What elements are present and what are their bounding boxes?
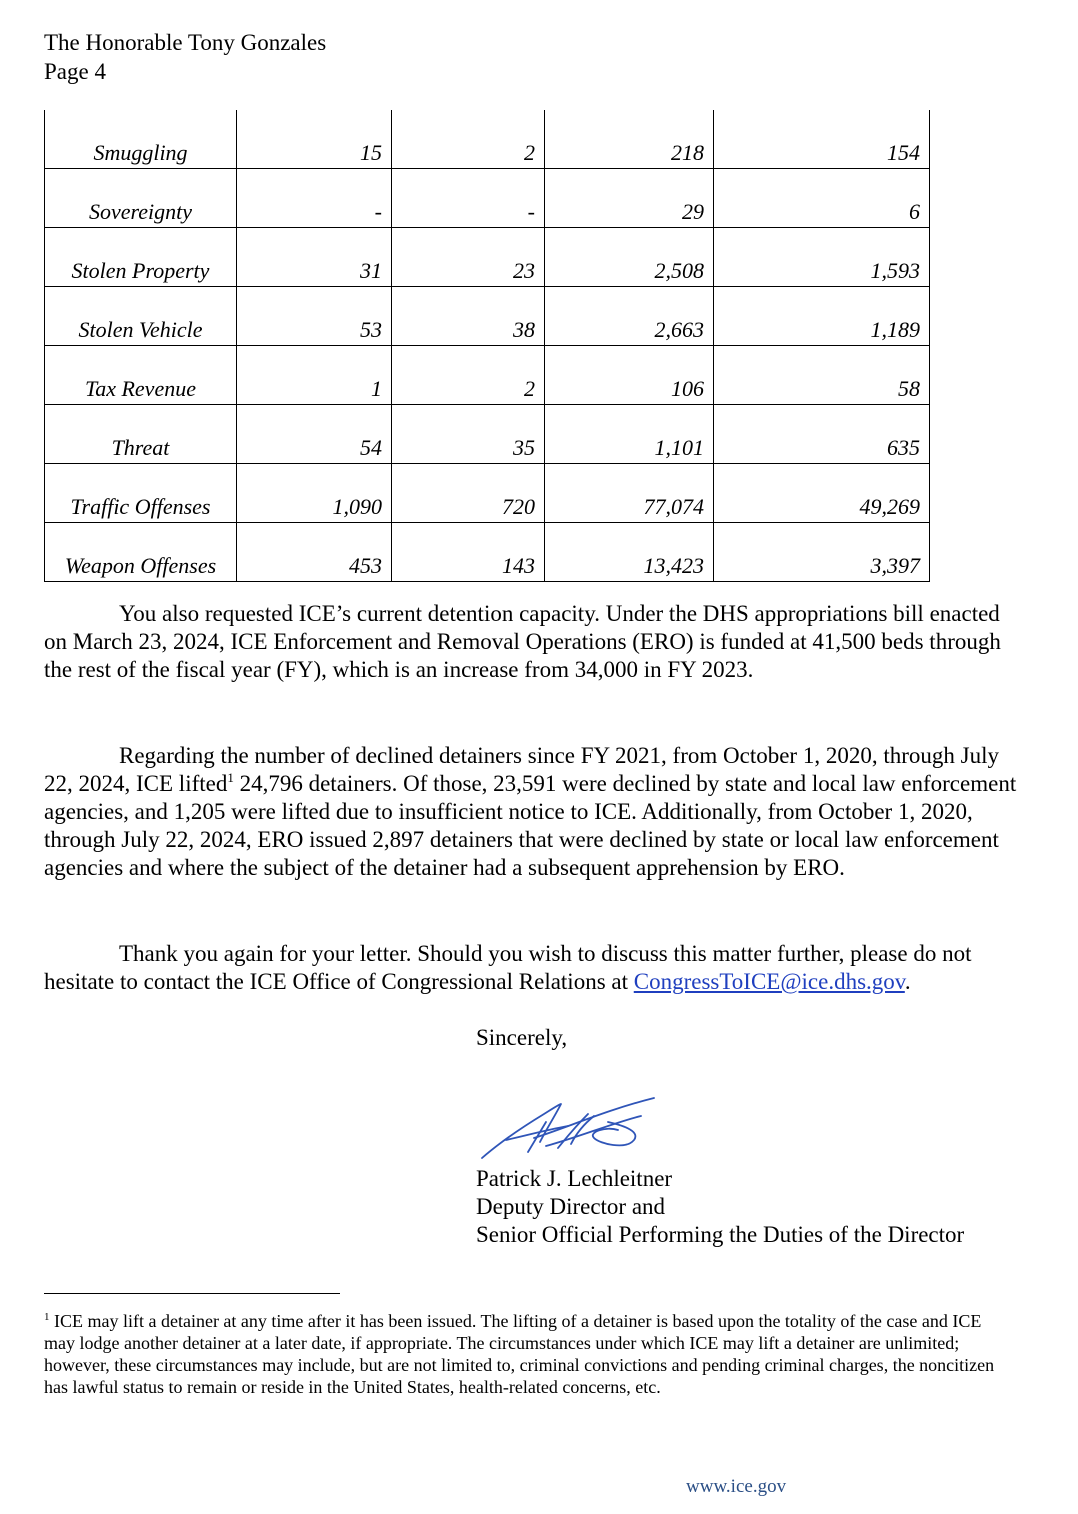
handwritten-signature	[476, 1092, 661, 1164]
email-link[interactable]: CongressToICE@ice.dhs.gov	[633, 969, 905, 994]
value-cell: 29	[545, 169, 714, 228]
category-cell: Smuggling	[45, 110, 237, 169]
table-row	[45, 110, 930, 169]
signatory-title: Deputy Director and	[476, 1194, 666, 1219]
value-cell: 720	[392, 464, 545, 523]
value-cell: 38	[392, 287, 545, 346]
page-number: Page 4	[44, 59, 106, 84]
category-cell: Weapon Offenses	[45, 523, 237, 582]
category-cell: Tax Revenue	[45, 346, 237, 405]
table-row	[45, 169, 930, 228]
value-cell: 53	[237, 287, 392, 346]
category-cell: Sovereignty	[45, 169, 237, 228]
value-cell: 2,508	[545, 228, 714, 287]
value-cell: 2,663	[545, 287, 714, 346]
paragraph-text: Regarding the number of declined detainers since FY 2021, from October 1, 2020, through July 22, 2024, ICE lifted	[44, 743, 999, 796]
value-cell: 1,593	[714, 228, 930, 287]
recipient-line: The Honorable Tony Gonzales	[44, 30, 327, 55]
value-cell: 23	[392, 228, 545, 287]
contact-paragraph	[44, 940, 1019, 996]
value-cell: 3,397	[714, 523, 930, 582]
value-cell: 453	[237, 523, 392, 582]
value-cell: -	[392, 169, 545, 228]
signatory-title: Senior Official Performing the Duties of the Director	[476, 1222, 965, 1247]
value-cell: 31	[237, 228, 392, 287]
value-cell: 77,074	[545, 464, 714, 523]
table-row	[45, 405, 930, 464]
footnote-reference[interactable]: 1	[227, 770, 234, 785]
signature-block	[476, 1165, 964, 1249]
category-cell: Stolen Vehicle	[45, 287, 237, 346]
signatory-name: Patrick J. Lechleitner	[476, 1166, 673, 1191]
value-cell: 1	[237, 346, 392, 405]
value-cell: 35	[392, 405, 545, 464]
letter-header	[44, 28, 326, 86]
category-cell: Threat	[45, 405, 237, 464]
crime-category-table	[44, 110, 930, 582]
value-cell: 143	[392, 523, 545, 582]
paragraph-end: .	[904, 969, 911, 994]
table-row	[45, 228, 930, 287]
paragraph-text: 24,796 detainers. Of those, 23,591 were declined by state and local law enforcement agencies, and 1,205 were lifted due to insufficient notice to ICE. Additionally, from October 1, 2020, through July 22, 2024, ERO issued 2,897 detainers that were declined by state or local law enforcement agencies and where the subject of the detainer had a subsequent apprehension by ERO.	[44, 771, 1017, 880]
value-cell: 218	[545, 110, 714, 169]
category-cell: Traffic Offenses	[45, 464, 237, 523]
footnote-marker: 1	[44, 1311, 50, 1323]
value-cell: 15	[237, 110, 392, 169]
value-cell: 154	[714, 110, 930, 169]
value-cell: 58	[714, 346, 930, 405]
table-row	[45, 346, 930, 405]
value-cell: 1,189	[714, 287, 930, 346]
value-cell: 1,090	[237, 464, 392, 523]
value-cell: 1,101	[545, 405, 714, 464]
table-row	[45, 523, 930, 582]
footer-website[interactable]: www.ice.gov	[686, 1476, 787, 1497]
value-cell: 6	[714, 169, 930, 228]
detention-capacity-paragraph	[44, 600, 1019, 684]
value-cell: 2	[392, 110, 545, 169]
category-cell: Stolen Property	[45, 228, 237, 287]
value-cell: 49,269	[714, 464, 930, 523]
closing: Sincerely,	[476, 1025, 568, 1050]
value-cell: 54	[237, 405, 392, 464]
table-row	[45, 464, 930, 523]
declined-detainers-paragraph	[44, 742, 1019, 882]
footnote-text: ICE may lift a detainer at any time after it has been issued. The lifting of a detainer is based upon the totality of the case and ICE may lodge another detainer at a later date, if appropriate. The circumstances under which ICE may lift a detainer are unlimited; however, these circumstances may include, but are not limited to, criminal convictions and pending criminal charges, the noncitizen has lawful status to remain or reside in the United States, health-related concerns, etc.	[44, 1311, 995, 1397]
paragraph-text: Thank you again for your letter. Should you wish to discuss this matter further, please do not hesitate to contact the ICE Office of Congressional Relations at	[44, 941, 972, 994]
paragraph-text: You also requested ICE’s current detention capacity. Under the DHS appropriations bill enacted on March 23, 2024, ICE Enforcement and Removal Operations (ERO) is funded at 41,500 beds through the rest of the fiscal year (FY), which is an increase from 34,000 in FY 2023.	[44, 601, 1001, 682]
footnote-divider	[44, 1293, 340, 1294]
footnote	[44, 1310, 1004, 1398]
table-row	[45, 287, 930, 346]
value-cell: 635	[714, 405, 930, 464]
value-cell: 2	[392, 346, 545, 405]
value-cell: 106	[545, 346, 714, 405]
value-cell: -	[237, 169, 392, 228]
value-cell: 13,423	[545, 523, 714, 582]
